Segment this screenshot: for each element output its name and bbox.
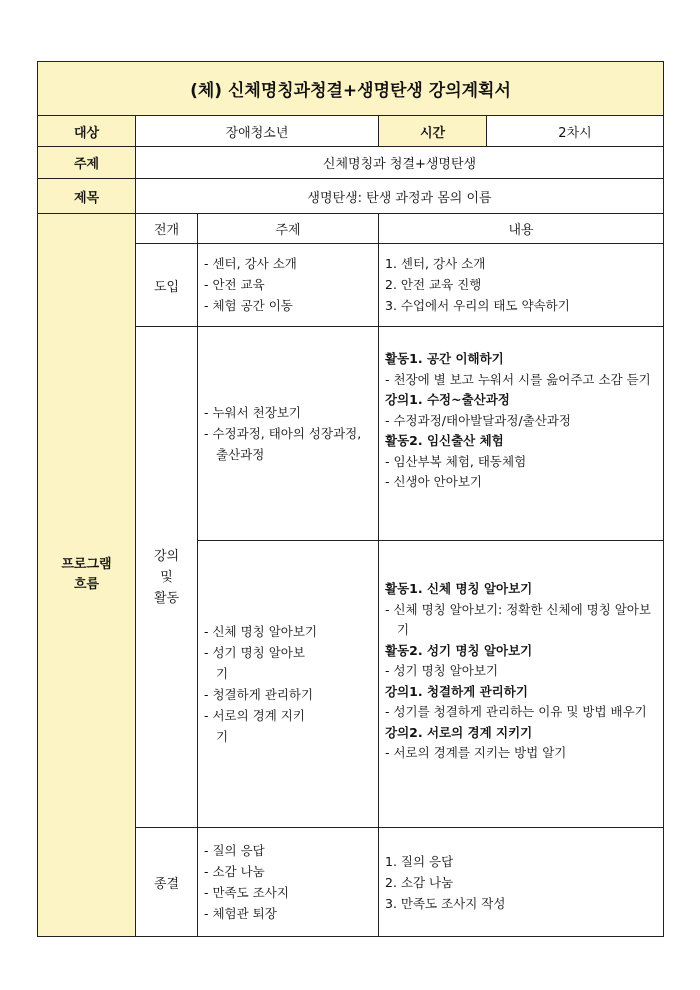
main-part1-topics: [197, 326, 378, 540]
stage-closing: 종결: [135, 827, 197, 936]
lecture-detail: - 성기를 청결하게 관리하는 이유 및 방법 배우기: [385, 702, 657, 723]
activity-detail: - 천장에 별 보고 누워서 시를 읊어주고 소감 듣기: [385, 370, 657, 391]
document-title: (체) 신체명칭과청결+생명탄생 강의계획서: [38, 62, 663, 116]
list-item: - 누워서 천장보기: [204, 402, 364, 423]
list-item: - 신체 명칭 알아보기: [204, 621, 314, 642]
main-part2-contents: [378, 540, 663, 827]
activity-detail: - 임산부복 체험, 태동체험: [385, 452, 657, 473]
list-item: - 청결하게 관리하기: [204, 684, 314, 705]
lecture-plan-document: [37, 61, 664, 937]
activity-detail: - 신생아 안아보기: [385, 472, 657, 493]
list-item: - 체험 공간 이동: [204, 295, 378, 316]
stage-main-line3: 활동: [153, 590, 180, 606]
stage-main-line2: 및: [160, 569, 173, 585]
closing-topics: [197, 827, 378, 936]
list-item: - 성기 명칭 알아보기: [204, 642, 314, 684]
target-value: 장애청소년: [135, 116, 378, 147]
list-item: - 서로의 경계 지키기: [204, 705, 314, 747]
list-item: 1. 센터, 강사 소개: [385, 256, 486, 271]
list-item: 2. 안전 교육 진행: [385, 277, 482, 292]
topic-label: 주제: [38, 147, 135, 179]
list-item: - 체험관 퇴장: [204, 903, 289, 924]
program-flow-label-line2: 흐름: [73, 577, 100, 592]
list-item: 1. 질의 응답: [385, 853, 454, 869]
activity-heading: 활동2. 성기 명칭 알아보기: [385, 642, 533, 658]
activity-detail: - 신체 명칭 알아보기: 정확한 신체에 명칭 알아보기: [385, 600, 657, 641]
activity-heading: 활동1. 신체 명칭 알아보기: [385, 581, 533, 596]
subject-value: 생명탄생: 탄생 과정과 몸의 이름: [135, 179, 663, 214]
lecture-heading: 강의2. 서로의 경계 지키기: [385, 724, 533, 740]
col-header-content: 내용: [378, 214, 663, 243]
subject-label: 제목: [38, 179, 135, 214]
list-item: 3. 수업에서 우리의 태도 약속하기: [385, 298, 570, 313]
list-item: - 만족도 조사지: [204, 882, 289, 903]
list-item: - 센터, 강사 소개: [204, 253, 378, 274]
list-item: - 안전 교육: [204, 274, 378, 295]
activity-heading: 활동2. 임신출산 체험: [385, 433, 504, 448]
list-item: 2. 소감 나눔: [385, 874, 454, 890]
intro-topics: [197, 243, 378, 326]
target-label: 대상: [38, 116, 135, 147]
main-part1-contents: [378, 326, 663, 540]
list-item: 3. 만족도 조사지 작성: [385, 895, 506, 911]
stage-intro: 도입: [135, 243, 197, 326]
stage-main-line1: 강의: [153, 548, 180, 564]
topic-value: 신체명칭과 청결+생명탄생: [135, 147, 663, 179]
time-value: 2차시: [486, 116, 663, 147]
lecture-detail: - 수정과정/태아발달과정/출산과정: [385, 411, 657, 432]
col-header-stage: 전개: [135, 214, 197, 243]
lecture-heading: 강의1. 청결하게 관리하기: [385, 683, 528, 699]
program-flow-label-line1: 프로그램: [61, 557, 112, 572]
list-item: - 소감 나눔: [204, 861, 289, 882]
list-item: - 질의 응답: [204, 840, 289, 861]
stage-main: [135, 326, 197, 827]
time-label: 시간: [378, 116, 486, 147]
program-flow-label: [38, 214, 135, 936]
intro-contents: [378, 243, 663, 326]
activity-heading: 활동1. 공간 이해하기: [385, 351, 504, 366]
lecture-heading: 강의1. 수정~출산과정: [385, 392, 510, 407]
activity-detail: - 성기 명칭 알아보기: [385, 661, 657, 682]
closing-contents: [378, 827, 663, 936]
lecture-detail: - 서로의 경계를 지키는 방법 알기: [385, 743, 657, 764]
col-header-topic: 주제: [197, 214, 378, 243]
main-part2-topics: [197, 540, 378, 827]
list-item: - 수정과정, 태아의 성장과정, 출산과정: [204, 423, 364, 465]
